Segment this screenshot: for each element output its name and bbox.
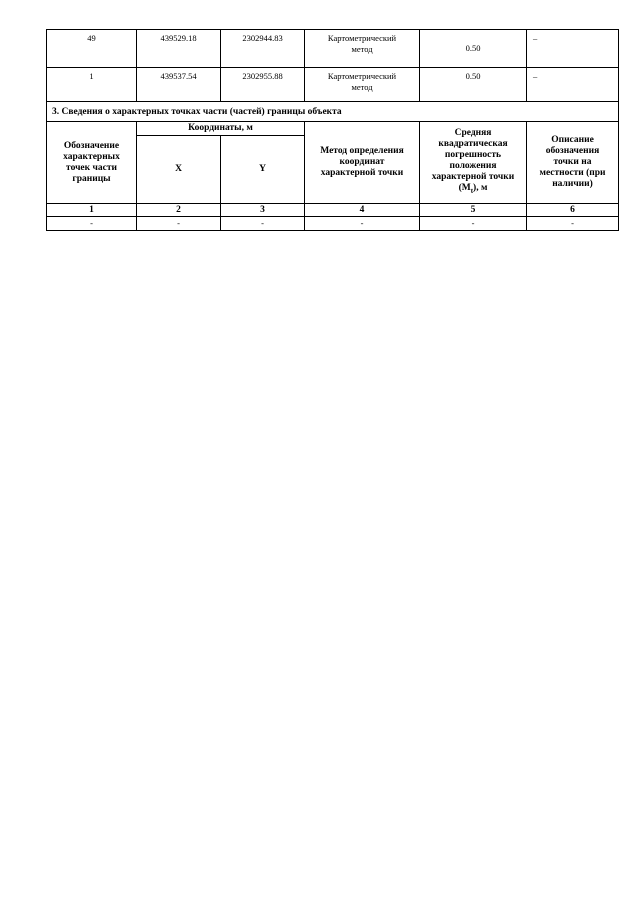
- column-number: 5: [420, 204, 527, 217]
- point-id: 1: [47, 68, 137, 102]
- point-id: 49: [47, 30, 137, 68]
- boundary-points-table: [46, 29, 619, 231]
- accuracy: 0.50: [420, 30, 527, 68]
- header-accuracy: Средняя квадратическая погрешность положения характерной точки $(M_t)$, м: [420, 122, 527, 204]
- header-x: X: [137, 136, 221, 204]
- coord-x: 439537.54: [137, 68, 221, 102]
- column-number: 6: [527, 204, 619, 217]
- description: –: [527, 68, 619, 102]
- coord-y: 2302955.88: [221, 68, 305, 102]
- header-row: [47, 122, 619, 136]
- section-title: 3. Сведения о характерных точках части (частей) границы объекта: [47, 102, 619, 122]
- empty-cell: -: [47, 217, 137, 231]
- coord-y: 2302944.83: [221, 30, 305, 68]
- table-row: [47, 68, 619, 102]
- header-method: Метод определения координат характерной точки: [305, 122, 420, 204]
- accuracy: 0.50: [420, 68, 527, 102]
- method-line1: Картометрический: [327, 71, 397, 81]
- column-number: 4: [305, 204, 420, 217]
- header-description: Описание обозначения точки на местности (при наличии): [527, 122, 619, 204]
- coord-x: 439529.18: [137, 30, 221, 68]
- empty-cell: -: [527, 217, 619, 231]
- column-number: 2: [137, 204, 221, 217]
- document-page: [46, 29, 618, 231]
- empty-cell: -: [221, 217, 305, 231]
- column-number: 1: [47, 204, 137, 217]
- column-numbers-row: [47, 204, 619, 217]
- method-line2: метод: [351, 44, 373, 54]
- empty-cell: -: [420, 217, 527, 231]
- method-cell: [305, 68, 420, 102]
- header-designation: Обозначение характерных точек части границы: [47, 122, 137, 204]
- description: –: [527, 30, 619, 68]
- method-line1: Картометрический: [327, 33, 397, 43]
- method-line2: метод: [351, 82, 373, 92]
- column-number: 3: [221, 204, 305, 217]
- table-row: [47, 217, 619, 231]
- header-y: Y: [221, 136, 305, 204]
- method-cell: [305, 30, 420, 68]
- header-coordinates: Координаты, м: [137, 122, 305, 136]
- empty-cell: -: [137, 217, 221, 231]
- section-title-row: [47, 102, 619, 122]
- empty-cell: -: [305, 217, 420, 231]
- table-row: [47, 30, 619, 68]
